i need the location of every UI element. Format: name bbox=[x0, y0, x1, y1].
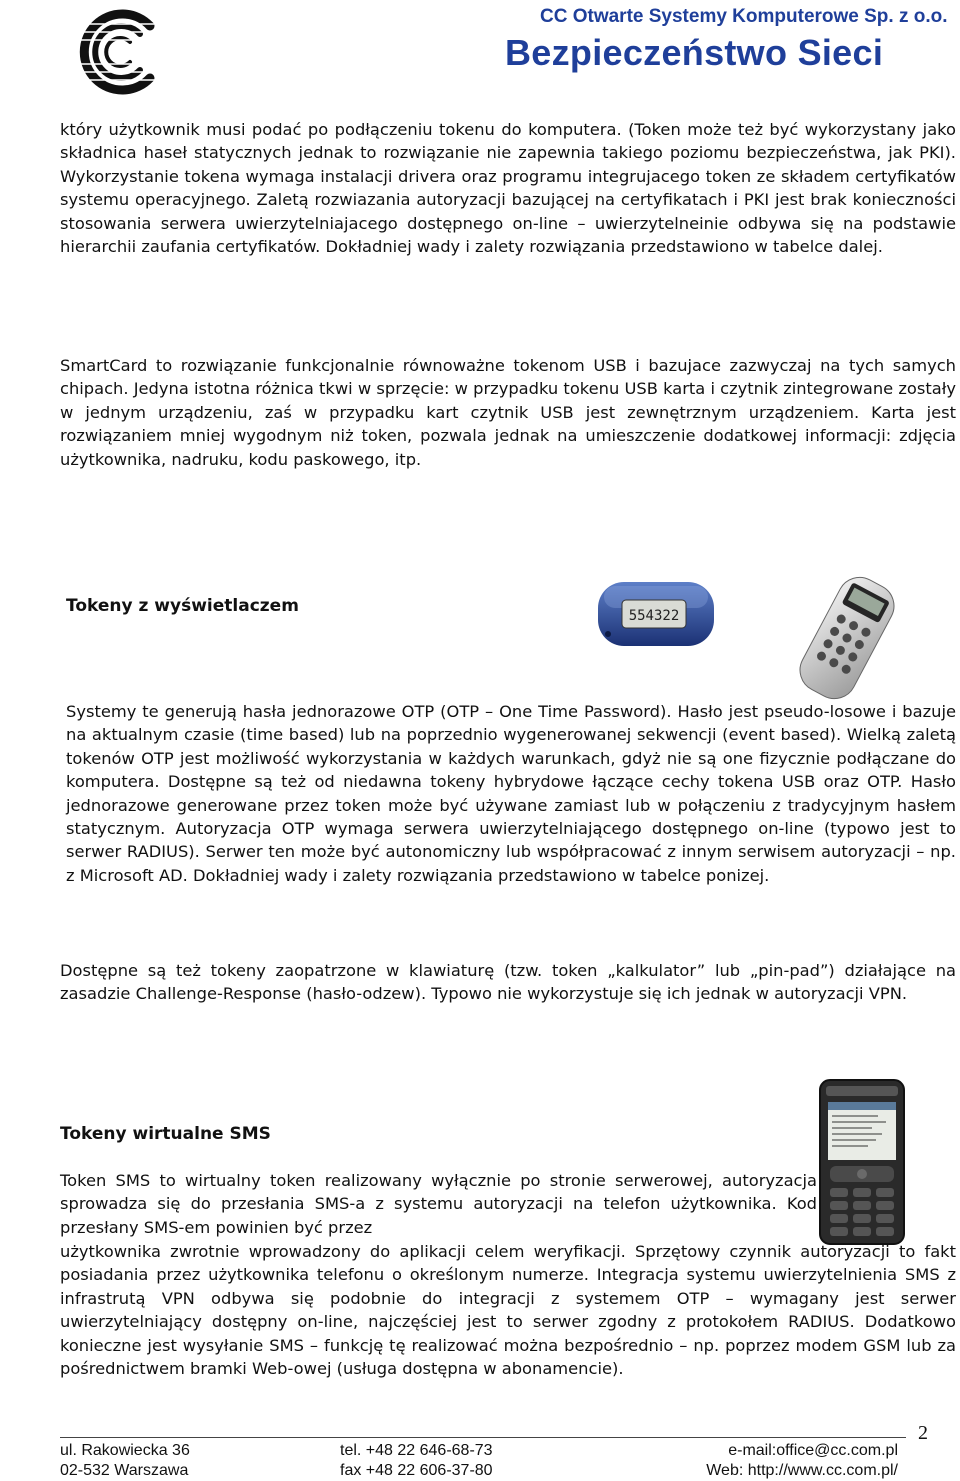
otp-token-image bbox=[594, 576, 718, 654]
paragraph-pinpad: Dostępne są też tokeny zaopatrzone w klawiaturę (tzw. token „kalkulator” lub „pin-pad”) działające na zasadzie Challenge-Response (hasło-odzew). Typowo nie wykorzystuje się ich jednak w autoryzacji VPN. bbox=[60, 961, 956, 1004]
footer-city: 02-532 Warszawa bbox=[60, 1462, 189, 1479]
company-name: CC Otwarte Systemy Komputerowe Sp. z o.o. bbox=[540, 6, 948, 27]
document-title: Bezpieczeństwo Sieci bbox=[505, 32, 884, 73]
mobile-phone-image bbox=[816, 1078, 908, 1246]
footer-street: ul. Rakowiecka 36 bbox=[60, 1442, 190, 1459]
paragraph-smartcard: SmartCard to rozwiązanie funkcjonalnie równoważne tokenom USB i bazujace zazwyczaj na tych samych chipach. Jedyna istotna różnica tkwi w sprzęcie: w przypadku tokenu USB karta i czytnik zintegrowane zostały w jednym urządzeniu, zaś w przypadku kart czytnik USB jest zewnętrznym urządzeniem. Karta jest rozwiązaniem mniej wygodnym niż token, pozwala jednak na umieszczenie dodatkowej informacji: zdjęcia użytkownika, nadruku, kodu paskowego, itp. bbox=[60, 356, 956, 469]
footer-address bbox=[60, 1441, 190, 1481]
footer-web: Web: http://www.cc.com.pl/ bbox=[706, 1462, 898, 1479]
footer-phones bbox=[340, 1441, 493, 1481]
footer-divider bbox=[60, 1437, 906, 1438]
paragraph-sms: użytkownika zwrotnie wprowadzony do aplikacji celem weryfikacji. Sprzętowy czynnik autoryzacji to fakt posiadania przez użytkownika telefonu o określonym numerze. Integracja systemu uwierzytelnienia SMS z infrastrutą VPN odbywa się podobnie do integracji z systemem OTP – wymagany jest serwer uwierzytelniający dostępny on-line, najczęściej jest to serwer zgodny z protokołem RADIUS. Dodatkowo konieczne jest wysyłanie SMS – funkcję tę realizować można bezpośrednio – np. poprzez modem GSM lub za pośrednictwem bramki Web-owej (usługa dostępna w abonamencie). bbox=[60, 1242, 956, 1379]
footer-fax: fax +48 22 606-37-80 bbox=[340, 1462, 493, 1479]
footer-contact bbox=[706, 1441, 898, 1481]
footer-tel: tel. +48 22 646-68-73 bbox=[340, 1442, 493, 1459]
token-display-digits: 554322 bbox=[628, 608, 680, 624]
heading-otp-tokens: Tokeny z wyświetlaczem bbox=[66, 596, 299, 616]
company-logo bbox=[72, 4, 168, 100]
page-number: 2 bbox=[918, 1422, 928, 1444]
heading-sms-tokens: Tokeny wirtualne SMS bbox=[60, 1124, 271, 1144]
pinpad-token-image bbox=[788, 574, 906, 702]
paragraph-sms-intro: Token SMS to wirtualny token realizowany wyłącznie po stronie serwerowej, autoryzacja sprowadza się do przesłania SMS-a z systemu autoryzacji na telefon użytkownika. Kod przesłany SMS-em powinien być przez bbox=[60, 1171, 817, 1237]
paragraph-pki: który użytkownik musi podać po podłączeniu tokenu do komputera. (Token może też być wykorzystany jako składnica haseł statycznych jednak to rozwiązanie nie zapewnia takiego poziomu bezpieczeństwa, jak PKI). Wykorzystanie tokena wymaga instalacji drivera oraz programu integrujacego token ze składem certyfikatów systemu operacyjnego. Zaletą rozwiazania autoryzacji bazującej na certyfikatach i PKI jest brak konieczności stosowania serwera uwierzytelniajacego dostępnego on-line – uwierzytelneinie odbywa się na podstawie hierarchii zaufania certyfikatów. Dokładniej wady i zalety rozwiązania przedstawiono w tabelce dalej. bbox=[60, 120, 956, 257]
paragraph-otp: Systemy te generują hasła jednorazowe OTP (OTP – One Time Password). Hasło jest pseudo-losowe i bazuje na aktualnym czasie (time based) lub na poprzednio wygenerowanej sekwencji (event based). Wielką zaletą tokenów OTP jest możliwość wykorzystania w każdych warunkach, gdyż nie są one fizycznie podłączane do komputera. Dostępne są też od niedawna tokeny hybrydowe łączące cechy tokena USB oraz OTP. Hasło jednorazowe generowane przez token może być używane zamiast lub w połączeniu z tradycyjnym hasłem statycznym. Autoryzacja OTP wymaga serwera uwierzytelniającego dostępnego on-line (typowo jest to serwer RADIUS). Serwer ten może być autonomiczny lub współpracować z innym serwisem autoryzacji – np. z Microsoft AD. Dokładniej wady i zalety rozwiązania przedstawiono w tabelce ponizej. bbox=[66, 702, 956, 885]
footer-email: e-mail:office@cc.com.pl bbox=[728, 1442, 898, 1459]
